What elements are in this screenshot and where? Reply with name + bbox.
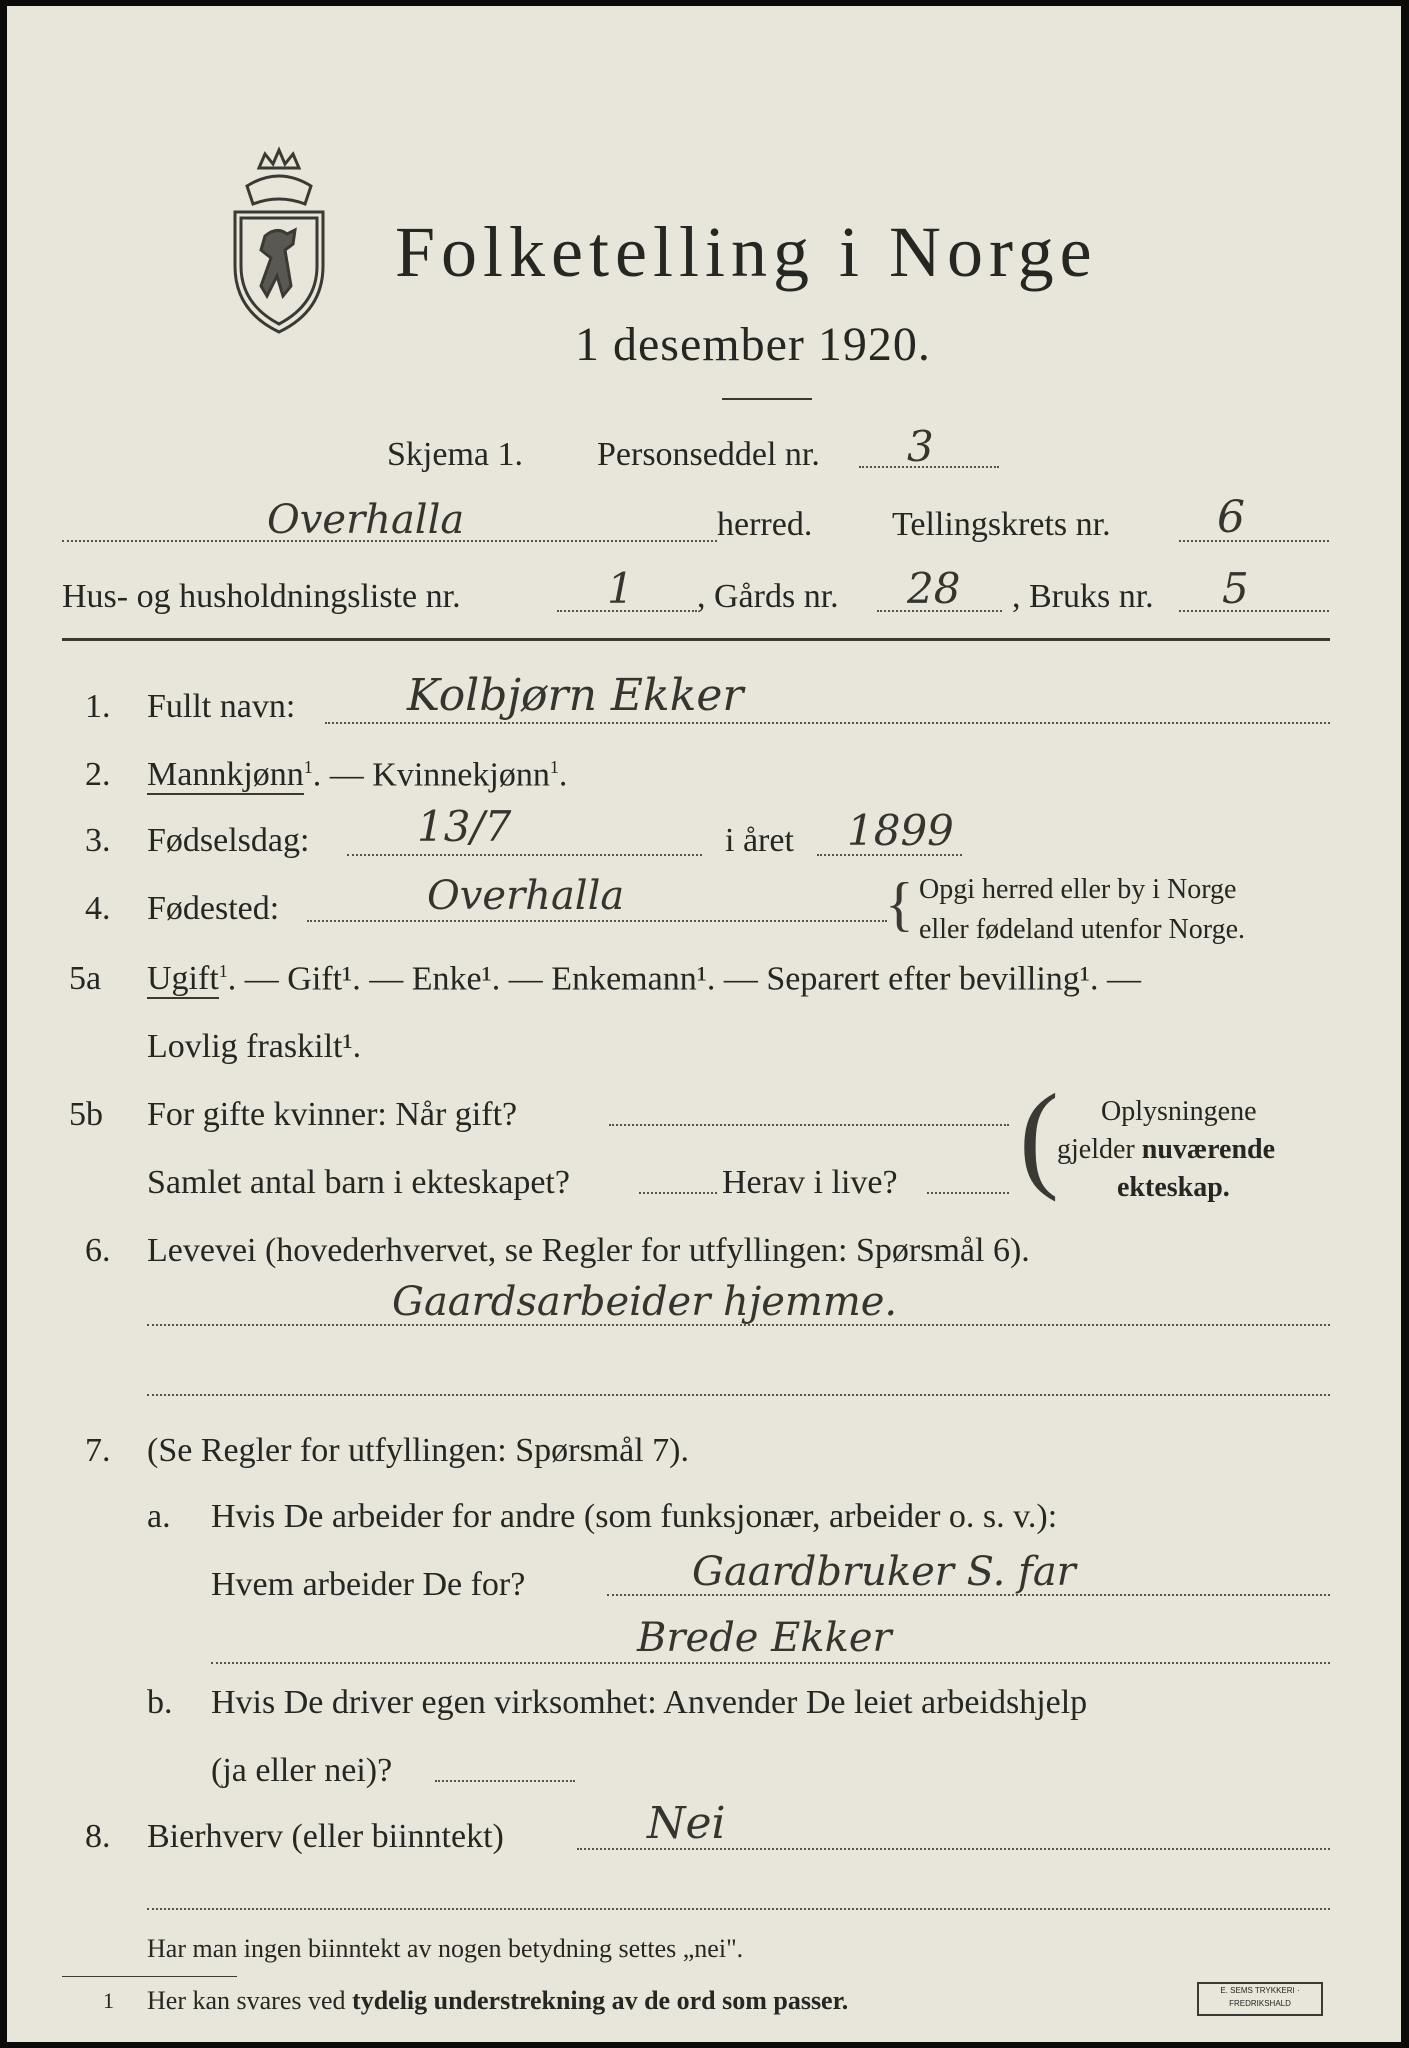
q4-line [307,920,887,922]
gards-label: , Gårds nr. [697,578,839,615]
q3-number: 3. [85,822,111,859]
q7b-line [435,1780,575,1782]
herred-label: herred. [717,506,813,543]
ugift-option: Ugift [147,960,219,998]
coat-of-arms-icon [225,146,333,336]
footnote-text: Her kan svares ved tydelig understrekning av de ord som passer. [147,1986,849,2015]
title-divider [722,398,812,400]
birth-day-value: 13/7 [417,802,512,851]
q5b-note2: gjelder nuværende [1057,1134,1276,1165]
tellingskrets-line [1179,540,1329,542]
q5b-label: For gifte kvinner: Når gift? [147,1096,518,1133]
q8-number: 8. [85,1818,111,1855]
q5b-line3 [927,1192,1009,1194]
q3-line [347,854,702,856]
q8-label: Bierhverv (eller biinntekt) [147,1818,504,1855]
q4-label: Fødested: [147,890,280,927]
form-title: Folketelling i Norge [395,212,1098,292]
year-label: i året [725,822,794,859]
q7a-letter: a. [147,1498,171,1535]
bruks-line [1179,610,1329,612]
bruks-value: 5 [1222,564,1249,613]
q7-number: 7. [85,1432,111,1469]
q1-number: 1. [85,688,111,725]
female-option: Kvinnekjønn [372,756,550,794]
q5a-number: 5a [69,960,102,997]
q2-number: 2. [85,756,111,793]
footer-note: Har man ingen biinntekt av nogen betydning settes „nei". [147,1934,744,1963]
q6-label: Levevei (hovederhvervet, se Regler for utfyllingen: Spørsmål 6). [147,1232,1030,1269]
q4-note-line1: Opgi herred eller by i Norge [919,874,1237,905]
schema-label: Skjema 1. [387,436,523,473]
q7b-text: Hvis De driver egen virksomhet: Anvender De leiet arbeidshjelp [211,1684,1088,1721]
birthplace-value: Overhalla [427,873,625,919]
herred-value: Overhalla [267,497,465,543]
q3-label: Fødselsdag: [147,822,310,859]
tellingskrets-label: Tellingskrets nr. [892,506,1111,543]
q7a-text: Hvis De arbeider for andre (som funksjonær, arbeider o. s. v.): [211,1498,1058,1535]
census-form-sheet [7,6,1401,2042]
husliste-value: 1 [607,564,634,613]
q7-label: (Se Regler for utfyllingen: Spørsmål 7). [147,1432,690,1469]
q2-sex-options: Mannkjønn$^1$. — Kvinnekjønn$^1$. [147,756,568,794]
male-option: Mannkjønn [147,756,304,794]
q5b-label3: Herav i live? [722,1164,898,1201]
q7b-letter: b. [147,1684,173,1721]
header-separator [62,638,1330,641]
q5b-line2 [639,1192,717,1194]
tellingskrets-value: 6 [1217,492,1245,543]
employer-value-line2: Brede Ekker [637,1615,892,1661]
q5a-other-options: . — Gift¹. — Enke¹. — Enkemann¹. — Separert efter bevilling¹. — [227,960,1141,998]
birth-year-value: 1899 [847,806,954,855]
q4-note-line2: eller fødeland utenfor Norge. [919,914,1246,945]
q2-separator: . — [312,756,373,794]
q1-line [325,722,1330,724]
printer-stamp: E. SEMS TRYKKERI · FREDRIKSHALD [1197,1982,1323,2016]
q1-label: Fullt navn: [147,688,296,725]
q6-number: 6. [85,1232,111,1269]
footnote-marker: 1 [103,1988,114,2013]
census-date: 1 desember 1920. [575,318,931,371]
bruks-label: , Bruks nr. [1012,578,1154,615]
q5a-options: Ugift$^1$. — Gift¹. — Enke¹. — Enkemann¹. — Separert efter bevilling¹. — [147,960,1141,998]
q5a-line2: Lovlig fraskilt¹. [147,1028,362,1065]
husliste-label: Hus- og husholdningsliste nr. [62,578,461,615]
q6-line2 [147,1394,1330,1396]
q4-brace: { [885,871,914,937]
personseddel-label: Personseddel nr. [597,436,820,473]
q8-line2 [147,1908,1330,1910]
q5b-number: 5b [69,1096,103,1133]
q4-number: 4. [85,890,111,927]
side-income-value: Nei [647,1798,726,1849]
q5b-note3: ekteskap. [1117,1172,1230,1203]
q5b-label2: Samlet antal barn i ekteskapet? [147,1164,570,1201]
employer-value-line1: Gaardbruker S. far [692,1549,1076,1595]
q7b-question: (ja eller nei)? [211,1752,393,1789]
footnote-rule [62,1976,237,1977]
q5b-note1: Oplysningene [1101,1096,1257,1127]
full-name-value: Kolbjørn Ekker [407,670,744,721]
personseddel-value: 3 [907,422,934,471]
q5b-line1 [609,1124,1009,1126]
occupation-value: Gaardsarbeider hjemme. [392,1279,898,1325]
q7a-line2 [211,1662,1330,1664]
q5b-brace: ( [1019,1069,1059,1202]
gards-value: 28 [907,564,961,613]
q7a-question: Hvem arbeider De for? [211,1566,526,1603]
